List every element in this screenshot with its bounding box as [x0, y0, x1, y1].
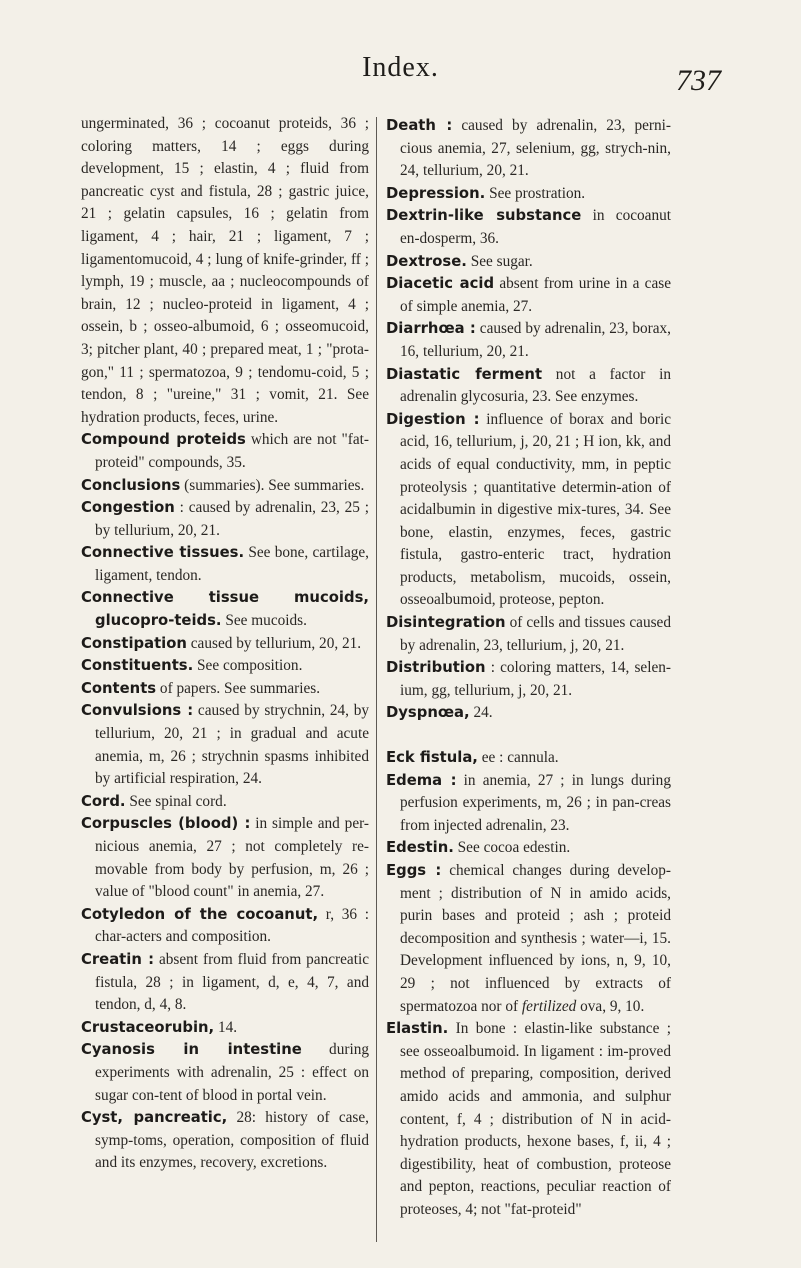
entry-head: Digestion :: [386, 410, 480, 428]
left-column: [81, 113, 369, 1175]
entry-head: Depression.: [386, 184, 486, 202]
entry-head: Edema :: [386, 771, 457, 789]
index-entry: [81, 791, 369, 814]
index-entry: [81, 633, 369, 656]
entry-head: Edestin.: [386, 839, 454, 857]
entry-text: in cocoanut en-dosperm, 36.: [400, 207, 671, 247]
index-entry: [386, 747, 671, 770]
index-entry: [81, 678, 369, 701]
entry-text: in anemia, 27 ; in lungs during perfusion experiments, m, 26 ; in pan-creas from injected adrenalin, 23.: [400, 771, 671, 834]
index-entry: [81, 542, 369, 587]
entry-italic-text: fertilized: [521, 997, 577, 1015]
index-entry: [81, 1039, 369, 1107]
entry-head: Creatin :: [81, 950, 155, 968]
entry-head: Eggs :: [386, 862, 442, 879]
column-divider: [376, 117, 377, 1242]
entry-head: Connective tissue mucoids, glucopro-teids.: [81, 589, 369, 630]
index-entry: [81, 813, 369, 903]
entry-head: Diastatic ferment: [386, 365, 543, 383]
entry-text: ova, 9, 10.: [576, 997, 645, 1015]
entry-text: r, 36 : char-acters and composition.: [95, 905, 370, 946]
index-entry: [81, 475, 369, 498]
index-entry: [386, 702, 671, 725]
entry-head: Constituents.: [81, 657, 194, 675]
entry-head: Connective tissues.: [81, 544, 245, 562]
entry-text: chemical changes during develop-ment ; distribution of N in amido acids, purin bases and proteid ; ash ; proteid decomposition and synthesis ; water—i, 15. Development influenced by ions, n, 9, 10, 29 ; not influenced by extracts of spermatozoa nor of: [400, 862, 671, 1015]
entry-head: Corpuscles (blood) :: [81, 815, 251, 833]
index-entry: [81, 587, 369, 632]
entry-text: See sugar.: [466, 252, 533, 270]
entry-text: during experiments with adrenalin, 25 : effect on sugar con-tent of blood in portal vein.: [95, 1041, 369, 1104]
entry-head: Convulsions :: [81, 702, 194, 720]
entry-head: Eck fistula,: [386, 749, 478, 767]
entry-text: of papers. See summaries.: [156, 679, 321, 697]
entry-head: Disintegration: [386, 614, 506, 632]
entry-head: Dyspnœa,: [386, 704, 470, 722]
entry-head: Conclusions: [81, 476, 181, 494]
index-entry: [386, 612, 671, 657]
index-entry: [386, 115, 671, 183]
entry-head: Diacetic acid: [386, 275, 495, 293]
running-title: Index.: [362, 52, 439, 83]
entry-head: Distribution: [386, 659, 486, 677]
entry-text: (summaries). See summaries.: [180, 476, 365, 494]
entry-head: Cyst, pancreatic,: [81, 1109, 228, 1127]
index-entry: [386, 318, 671, 363]
entry-head: Crustaceorubin,: [81, 1018, 215, 1036]
entry-text: 28: history of case, symp-toms, operation, composition of fluid and its enzymes, recovery, excretions.: [95, 1109, 369, 1172]
entry-text: not a factor in adrenalin glycosuria, 23. See enzymes.: [400, 365, 671, 406]
entry-text: influence of borax and boric acid, 16, tellurium, j, 20, 21 ; H ion, kk, and acids of equal conductivity, mm, in peptic proteolysis ; quantitative determin-ation of acidalbumin in digestive mix-tures, 34. See bone, elastin, enzymes, feces, gastric fistula, gastro-enteric tract, hydration products, metabolism, mucoids, ossein, osseoalbumoid, proteose, pepton.: [400, 410, 671, 609]
entry-text: 24.: [469, 704, 493, 722]
entry-text: In bone : elastin-like substance ; see osseoalbumoid. In ligament : im-proved method of preparing, composition, derived amido acids and ammonia, and sulphur content, f, 4 ; distribution of N in acid-hydration products, hexone bases, f, ii, 4 ; digestibility, heat of combustion, proteose and pepton, reactions, peculiar reaction of proteoses, 4; not "fat-proteid": [400, 1020, 671, 1218]
entry-text: ee : cannula.: [477, 749, 559, 767]
entry-head: Contents: [81, 679, 157, 697]
index-entry: [386, 364, 671, 409]
entry-head: Dextrin-like substance: [386, 207, 582, 225]
entry-head: Diarrhœa :: [386, 320, 476, 338]
entry-text: caused by adrenalin, 23, perni-cious anemia, 27, selenium, gg, strych-nin, 24, tellurium, 20, 21.: [400, 117, 671, 180]
index-entry: [386, 837, 671, 860]
index-entry: [386, 205, 671, 250]
entry-head: Congestion: [81, 499, 175, 517]
entry-text: : coloring matters, 14, selen-ium, gg, tellurium, j, 20, 21.: [400, 659, 671, 699]
entry-text: absent from fluid from pancreatic fistula, 28 ; in ligament, d, e, 4, 7, and tendon, d, 4, 8.: [95, 950, 369, 1014]
entry-text: which are not "fat-proteid" compounds, 35.: [95, 431, 369, 471]
entry-head: Death :: [386, 117, 453, 134]
index-entry: [386, 251, 671, 274]
index-entry: [81, 1017, 369, 1040]
index-entry: [81, 655, 369, 678]
index-entry: [81, 497, 369, 542]
page-number: 737: [676, 64, 721, 97]
entry-head: Dextrose.: [386, 252, 467, 270]
index-entry: [81, 700, 369, 790]
continuation-entry: ungerminated, 36 ; cocoanut proteids, 36 ; coloring matters, 14 ; eggs during development, 15 ; elastin, 4 ; fluid from pancreatic cyst and fistula, 28 ; gastric juice, 21 ; gelatin capsules, 16 ; gelatin from ligament, 4 ; hair, 21 ; ligament, 7 ; ligamentomucoid, 4 ; lung of knife-grinder, ff ; lymph, 19 ; muscle, aa ; nucleocompounds of brain, 12 ; nucleo-proteid in ligament, 4 ; ossein, b ; osseo-albumoid, 6 ; osseomucoid, 3; pitcher plant, 40 ; prepared meat, 1 ; "prota-gon," 11 ; spermatozoa, 9 ; tendomu-coid, 5 ; tendon, 8 ; "ureine," 31 ; vomit, 21. See hydration products, feces, urine.: [81, 115, 369, 426]
index-entry: [81, 429, 369, 474]
entry-text: of cells and tissues caused by adrenalin, 23, tellurium, j, 20, 21.: [400, 614, 671, 654]
entry-text: See cocoa edestin.: [453, 839, 571, 857]
entry-text: : caused by adrenalin, 23, 25 ; by tellurium, 20, 21.: [95, 499, 369, 539]
entry-text: See bone, cartilage, ligament, tendon.: [95, 544, 369, 584]
entry-text: See spinal cord.: [125, 792, 227, 810]
index-entry: [386, 183, 671, 206]
index-entry: [386, 860, 671, 1018]
entry-head: Cotyledon of the cocoanut,: [81, 905, 319, 923]
index-entry: [386, 273, 671, 318]
entry-head: Constipation: [81, 634, 187, 652]
right-column: [386, 115, 671, 1222]
entry-text: caused by strychnin, 24, by tellurium, 20, 21 ; in gradual and acute anemia, m, 26 ; strychnin spasms inhibited by artificial respiration, 24.: [95, 702, 369, 788]
entry-text: absent from urine in a case of simple anemia, 27.: [400, 275, 671, 315]
index-entry: [386, 770, 671, 838]
entry-text: See mucoids.: [221, 612, 307, 630]
index-entry: [386, 1018, 671, 1221]
entry-head: Compound proteids: [81, 431, 246, 449]
index-entry: [81, 904, 369, 949]
index-entry: [81, 949, 369, 1017]
entry-text: 14.: [214, 1018, 238, 1036]
index-entry: [386, 409, 671, 612]
index-entry: [81, 1107, 369, 1175]
index-entry: [386, 657, 671, 702]
entry-text: caused by adrenalin, 23, borax, 16, tellurium, 20, 21.: [400, 320, 671, 360]
entry-text: See prostration.: [485, 184, 586, 202]
entry-head: Elastin.: [386, 1020, 449, 1038]
entry-text: See composition.: [193, 657, 303, 675]
entry-text: caused by tellurium, 20, 21.: [186, 634, 362, 652]
entry-head: Cyanosis in intestine: [81, 1041, 302, 1059]
entry-text: in simple and per-nicious anemia, 27 ; not completely re-movable from body by perfusion, m, 26 ; value of "blood count" in anemia, 27.: [95, 815, 369, 901]
entry-head: Cord.: [81, 792, 126, 810]
